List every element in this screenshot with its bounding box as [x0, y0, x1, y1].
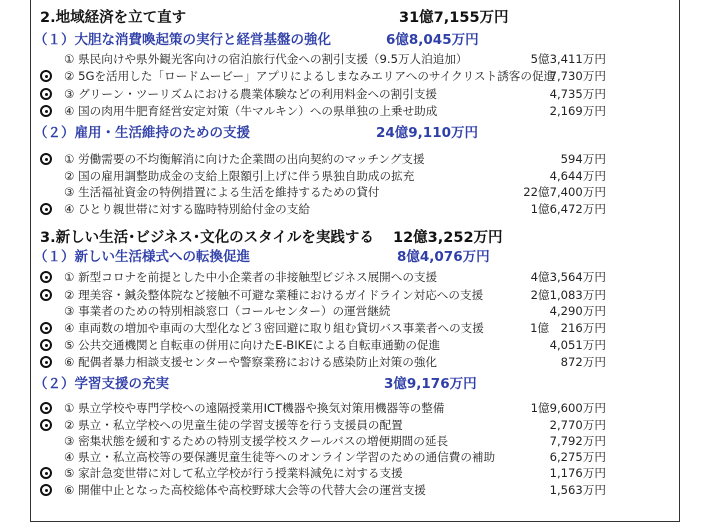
priority-marker-icon	[40, 203, 52, 215]
subsection-amount: 8億4,076万円	[397, 249, 490, 265]
item-amount: 7,792万円	[549, 434, 606, 448]
priority-marker-icon	[40, 70, 52, 82]
subsection-title: （１）大胆な消費喚起策の実行と経営基盤の強化	[34, 32, 331, 48]
section-title: 2.地域経済を立て直す	[40, 10, 187, 26]
list-item: ③ グリーン・ツーリズムにおける農業体験などの利用料金への割引支援	[64, 87, 438, 101]
list-item: ⑥ 開催中止となった高校総体や高校野球大会等の代替大会の運営支援	[64, 483, 426, 497]
item-amount: 594万円	[560, 152, 606, 166]
list-item: ⑥ 配偶者暴力相談支援センターや警察業務における感染防止対策の強化	[64, 355, 438, 369]
item-amount: 1,176万円	[549, 466, 606, 480]
item-amount: 872万円	[560, 355, 606, 369]
item-amount: 2億1,083万円	[530, 288, 606, 302]
subsection-amount: 3億9,176万円	[384, 376, 477, 392]
item-amount: 22億7,400万円	[523, 185, 606, 199]
priority-marker-icon	[40, 322, 52, 334]
item-amount: 1億 216万円	[530, 321, 606, 335]
item-amount: 1,563万円	[549, 483, 606, 497]
priority-marker-icon	[40, 271, 52, 283]
list-item: ① 県民向けや県外観光客向けの宿泊旅行代金への割引支援（9.5万人泊追加）	[64, 52, 468, 66]
priority-marker-icon	[40, 153, 52, 165]
subsection-title: （１）新しい生活様式への転換促進	[34, 249, 250, 265]
priority-marker-icon	[40, 105, 52, 117]
priority-marker-icon	[40, 484, 52, 496]
item-amount: 2,169万円	[549, 104, 606, 118]
subsection-title: （２）学習支援の充実	[34, 376, 169, 392]
list-item: ④ 国の肉用牛肥育経営安定対策（牛マルキン）への県単独の上乗せ助成	[64, 104, 438, 118]
list-item: ① 労働需要の不均衡解消に向けた企業間の出向契約のマッチング支援	[64, 152, 425, 166]
section-amount: 31億7,155万円	[399, 10, 509, 26]
list-item: ③ 密集状態を緩和するための特別支援学校スクールバスの増便期間の延長	[64, 434, 449, 448]
priority-marker-icon	[40, 289, 52, 301]
item-amount: 4,051万円	[549, 338, 606, 352]
list-item: ② 理美容・鍼灸整体院など接触不可避な業種におけるガイドライン対応への支援	[64, 288, 484, 302]
item-amount: 4,644万円	[549, 169, 606, 183]
list-item: ⑤ 家計急変世帯に対して私立学校が行う授業料減免に対する支援	[64, 466, 403, 480]
priority-marker-icon	[40, 419, 52, 431]
list-item: ④ ひとり親世帯に対する臨時特別給付金の支給	[64, 202, 310, 216]
list-item: ② 5Gを活用した「ロードムービー」アプリによるしまなみエリアへのサイクリスト誘客の促進	[64, 69, 556, 83]
list-item: ② 県立・私立学校への児童生徒の学習支援等を行う支援員の配置	[64, 418, 403, 432]
subsection-title: （２）雇用・生活維持のための支援	[34, 125, 250, 141]
subsection-amount: 24億9,110万円	[376, 125, 478, 141]
list-item: ① 新型コロナを前提とした中小企業者の非接触型ビジネス展開への支援	[64, 270, 438, 284]
item-amount: 5億3,411万円	[530, 52, 606, 66]
item-amount: 2,770万円	[549, 418, 606, 432]
list-item: ② 国の雇用調整助成金の支給上限額引上げに伴う県独自助成の拡充	[64, 169, 415, 183]
priority-marker-icon	[40, 467, 52, 479]
priority-marker-icon	[40, 339, 52, 351]
item-amount: 1億6,472万円	[530, 202, 606, 216]
item-amount: 7,730万円	[549, 69, 606, 83]
item-amount: 6,275万円	[549, 450, 606, 464]
list-item: ③ 事業者のための特別相談窓口（コールセンター）の運営継続	[64, 304, 391, 318]
list-item: ④ 車両数の増加や車両の大型化など３密回避に取り組む貸切バス事業者への支援	[64, 321, 484, 335]
priority-marker-icon	[40, 88, 52, 100]
list-item: ③ 生活福祉資金の特例措置による生活を維持するための貸付	[64, 185, 380, 199]
priority-marker-icon	[40, 402, 52, 414]
list-item: ④ 県立・私立高校等の要保護児童生徒等へのオンライン学習のための通信費の補助	[64, 450, 496, 464]
section-title: 3.新しい生活･ビジネス･文化のスタイルを実践する	[40, 230, 374, 246]
list-item: ① 県立学校や専門学校への遠隔授業用ICT機器や換気対策用機器等の整備	[64, 401, 445, 415]
subsection-amount: 6億8,045万円	[386, 32, 479, 48]
priority-marker-icon	[40, 356, 52, 368]
item-amount: 1億9,600万円	[530, 401, 606, 415]
item-amount: 4億3,564万円	[530, 270, 606, 284]
item-amount: 4,735万円	[549, 87, 606, 101]
item-amount: 4,290万円	[549, 304, 606, 318]
section-amount: 12億3,252万円	[393, 230, 503, 246]
list-item: ⑤ 公共交通機関と自転車の併用に向けたE-BIKEによる自転車通勤の促進	[64, 338, 441, 352]
